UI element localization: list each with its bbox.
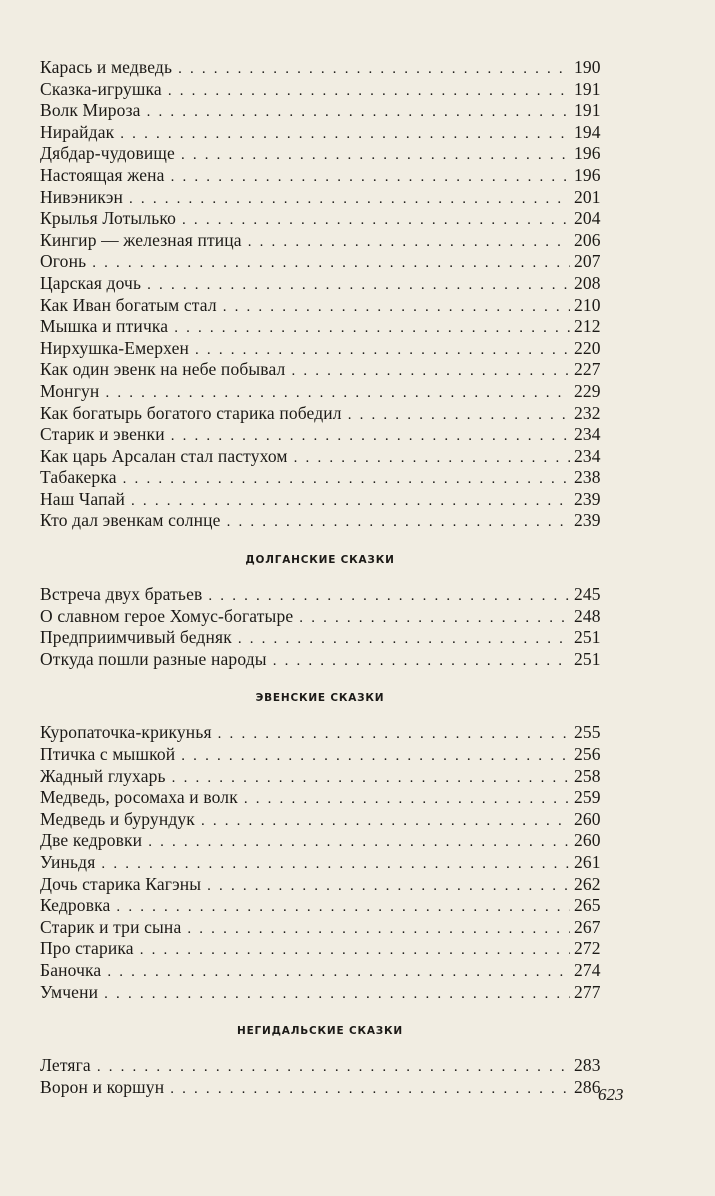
toc-entry	[40, 187, 600, 209]
dot-leader	[172, 768, 570, 790]
toc-entry	[40, 809, 600, 831]
dot-leader	[147, 275, 570, 297]
entry-title: Наш Чапай	[40, 488, 126, 509]
entry-page-number: 245	[574, 584, 601, 605]
dot-leader	[147, 102, 570, 124]
dot-leader	[168, 81, 570, 103]
entry-title: Дочь старика Кагэны	[40, 873, 202, 894]
entry-title: Старик и три сына	[40, 916, 182, 937]
entry-page-number: 196	[574, 164, 601, 185]
dot-leader	[178, 59, 570, 81]
toc-section	[40, 550, 600, 670]
dot-leader	[238, 629, 570, 651]
toc-entry	[40, 446, 600, 468]
toc-entry	[40, 744, 600, 766]
toc-entry	[40, 100, 600, 122]
dot-leader	[244, 789, 570, 811]
dot-leader	[227, 512, 570, 534]
entry-title: Про старика	[40, 938, 134, 959]
toc-entry	[40, 606, 600, 628]
entry-page-number: 265	[574, 895, 601, 916]
dot-leader	[129, 189, 570, 211]
entry-page-number: 201	[574, 186, 601, 207]
toc-entry	[40, 381, 600, 403]
entry-page-number: 260	[574, 808, 601, 829]
entry-title: Встреча двух братьев	[40, 584, 203, 605]
dot-leader	[148, 832, 570, 854]
toc-entry	[40, 273, 600, 295]
entry-title: Куропаточка-крикунья	[40, 722, 212, 743]
toc-entry	[40, 787, 600, 809]
entry-page-number: 262	[574, 873, 601, 894]
section-heading: ЭВЕНСКИЕ СКАЗКИ	[255, 692, 385, 705]
entry-title: Кедровка	[40, 895, 111, 916]
toc-entry	[40, 295, 600, 317]
entry-title: Жадный глухарь	[40, 765, 166, 786]
entry-title: Нирайдак	[40, 121, 115, 142]
dot-leader	[187, 919, 570, 941]
dot-leader	[120, 124, 570, 146]
entry-page-number: 196	[574, 143, 601, 164]
toc-entry	[40, 79, 600, 101]
dot-leader	[195, 340, 570, 362]
entry-title: Медведь и бурундук	[40, 808, 195, 829]
toc-entry	[40, 122, 600, 144]
toc-entry	[40, 424, 600, 446]
toc-entry	[40, 230, 600, 252]
entry-page-number: 283	[574, 1055, 601, 1076]
toc-entry	[40, 584, 600, 606]
dot-leader	[171, 426, 570, 448]
entry-page-number: 239	[574, 488, 601, 509]
dot-leader	[182, 210, 570, 232]
entry-page-number: 251	[574, 627, 601, 648]
entry-page-number: 191	[574, 78, 601, 99]
toc-entry	[40, 852, 600, 874]
entry-title: Дябдар-чудовище	[40, 143, 175, 164]
dot-leader	[223, 297, 570, 319]
entry-page-number: 190	[574, 57, 601, 77]
toc-entry	[40, 722, 600, 744]
dot-leader	[294, 448, 570, 470]
toc-entry	[40, 208, 600, 230]
entry-page-number: 258	[574, 765, 601, 786]
toc-entry	[40, 251, 600, 273]
entry-title: Летяга	[40, 1055, 91, 1076]
toc-entry	[40, 917, 600, 939]
dot-leader	[123, 469, 570, 491]
toc-entry	[40, 338, 600, 360]
entry-title: Откуда пошли разные народы	[40, 648, 267, 669]
toc-entry	[40, 165, 600, 187]
entry-title: О славном герое Хомус-богатыре	[40, 605, 294, 626]
toc-section	[40, 1021, 600, 1098]
section-heading: НЕГИДАЛЬСКИЕ СКАЗКИ	[237, 1025, 403, 1038]
toc-entry	[40, 489, 600, 511]
entry-page-number: 260	[574, 830, 601, 851]
dot-leader	[97, 1057, 570, 1079]
entry-page-number: 207	[574, 251, 601, 272]
entry-title: Карась и медведь	[40, 57, 173, 77]
entry-title: Как царь Арсалан стал пастухом	[40, 445, 288, 466]
dot-leader	[104, 984, 570, 1006]
entry-title: Медведь, росомаха и волк	[40, 787, 238, 808]
entry-page-number: 274	[574, 959, 601, 980]
entry-page-number: 238	[574, 467, 601, 488]
entry-title: Баночка	[40, 959, 102, 980]
toc-entry	[40, 403, 600, 425]
entry-page-number: 234	[574, 445, 601, 466]
entry-page-number: 256	[574, 744, 601, 765]
dot-leader	[92, 253, 570, 275]
entry-page-number: 277	[574, 981, 601, 1002]
entry-title: Кингир — железная птица	[40, 229, 242, 250]
entry-page-number: 261	[574, 852, 601, 872]
entry-page-number: 208	[574, 272, 601, 293]
entry-title: Волк Мироза	[40, 100, 141, 121]
toc-section	[40, 688, 600, 1003]
page-number: 623	[598, 1085, 624, 1104]
entry-title: Умчени	[40, 981, 99, 1002]
entry-page-number: 204	[574, 208, 601, 229]
entry-title: Как один эвенк на небе побывал	[40, 359, 286, 380]
entry-page-number: 286	[574, 1076, 601, 1097]
dot-leader	[171, 167, 570, 189]
toc-entry	[40, 982, 600, 1004]
toc-entry	[40, 627, 600, 649]
entry-title: Табакерка	[40, 467, 117, 488]
entry-title: Как богатырь богатого старика победил	[40, 402, 342, 423]
dot-leader	[101, 854, 570, 876]
toc-entry	[40, 510, 600, 532]
entry-title: Огонь	[40, 251, 87, 272]
entry-title: Царская дочь	[40, 272, 142, 293]
dot-leader	[208, 586, 570, 608]
entry-title: Мышка и птичка	[40, 316, 169, 337]
dot-leader	[348, 405, 570, 427]
entry-page-number: 259	[574, 787, 601, 808]
entry-page-number: 251	[574, 648, 601, 669]
entry-page-number: 212	[574, 316, 601, 337]
dot-leader	[218, 724, 570, 746]
toc-section	[40, 57, 600, 532]
entry-page-number: 267	[574, 916, 601, 937]
dot-leader	[248, 232, 570, 254]
entry-page-number: 248	[574, 605, 601, 626]
toc-entry	[40, 1055, 600, 1077]
dot-leader	[140, 940, 570, 962]
toc-entry	[40, 316, 600, 338]
toc-entry	[40, 1077, 600, 1099]
entry-page-number: 227	[574, 359, 601, 380]
dot-leader	[116, 897, 570, 919]
dot-leader	[207, 876, 570, 898]
entry-page-number: 272	[574, 938, 601, 959]
entry-title: Нирхушка-Емерхен	[40, 337, 190, 358]
entry-title: Ворон и коршун	[40, 1076, 165, 1097]
dot-leader	[299, 608, 570, 630]
entry-title: Как Иван богатым стал	[40, 294, 217, 315]
entry-title: Предприимчивый бедняк	[40, 627, 232, 648]
dot-leader	[170, 1079, 570, 1101]
toc-entry	[40, 960, 600, 982]
dot-leader	[273, 651, 570, 673]
entry-title: Настоящая жена	[40, 164, 165, 185]
entry-title: Уиньдя	[40, 852, 96, 872]
entry-page-number: 210	[574, 294, 601, 315]
entry-title: Старик и эвенки	[40, 424, 165, 445]
entry-title: Крылья Лотылько	[40, 208, 177, 229]
toc-entry	[40, 359, 600, 381]
dot-leader	[181, 145, 570, 167]
dot-leader	[105, 383, 570, 405]
entry-page-number: 232	[574, 402, 601, 423]
entry-title: Две кедровки	[40, 830, 143, 851]
toc-entry	[40, 938, 600, 960]
entry-page-number: 206	[574, 229, 601, 250]
entry-title: Сказка-игрушка	[40, 78, 162, 99]
entry-title: Кто дал эвенкам солнце	[40, 510, 221, 531]
entry-page-number: 255	[574, 722, 601, 743]
entry-page-number: 229	[574, 380, 601, 401]
entry-page-number: 234	[574, 424, 601, 445]
toc-entry	[40, 830, 600, 852]
dot-leader	[291, 361, 570, 383]
toc-entry	[40, 57, 600, 79]
dot-leader	[131, 491, 570, 513]
dot-leader	[107, 962, 570, 984]
toc-entry	[40, 649, 600, 671]
toc-entry	[40, 895, 600, 917]
toc-entry	[40, 766, 600, 788]
entry-page-number: 239	[574, 510, 601, 531]
toc-entry	[40, 467, 600, 489]
entry-page-number: 220	[574, 337, 601, 358]
dot-leader	[181, 746, 570, 768]
entry-title: Монгун	[40, 380, 100, 401]
dot-leader	[174, 318, 570, 340]
section-heading: ДОЛГАНСКИЕ СКАЗКИ	[245, 554, 395, 567]
entry-page-number: 194	[574, 121, 601, 142]
toc-entry	[40, 874, 600, 896]
entry-title: Птичка с мышкой	[40, 744, 176, 765]
table-of-contents	[40, 57, 600, 1098]
dot-leader	[201, 811, 570, 833]
entry-page-number: 191	[574, 100, 601, 121]
entry-title: Нивэникэн	[40, 186, 124, 207]
toc-entry	[40, 143, 600, 165]
